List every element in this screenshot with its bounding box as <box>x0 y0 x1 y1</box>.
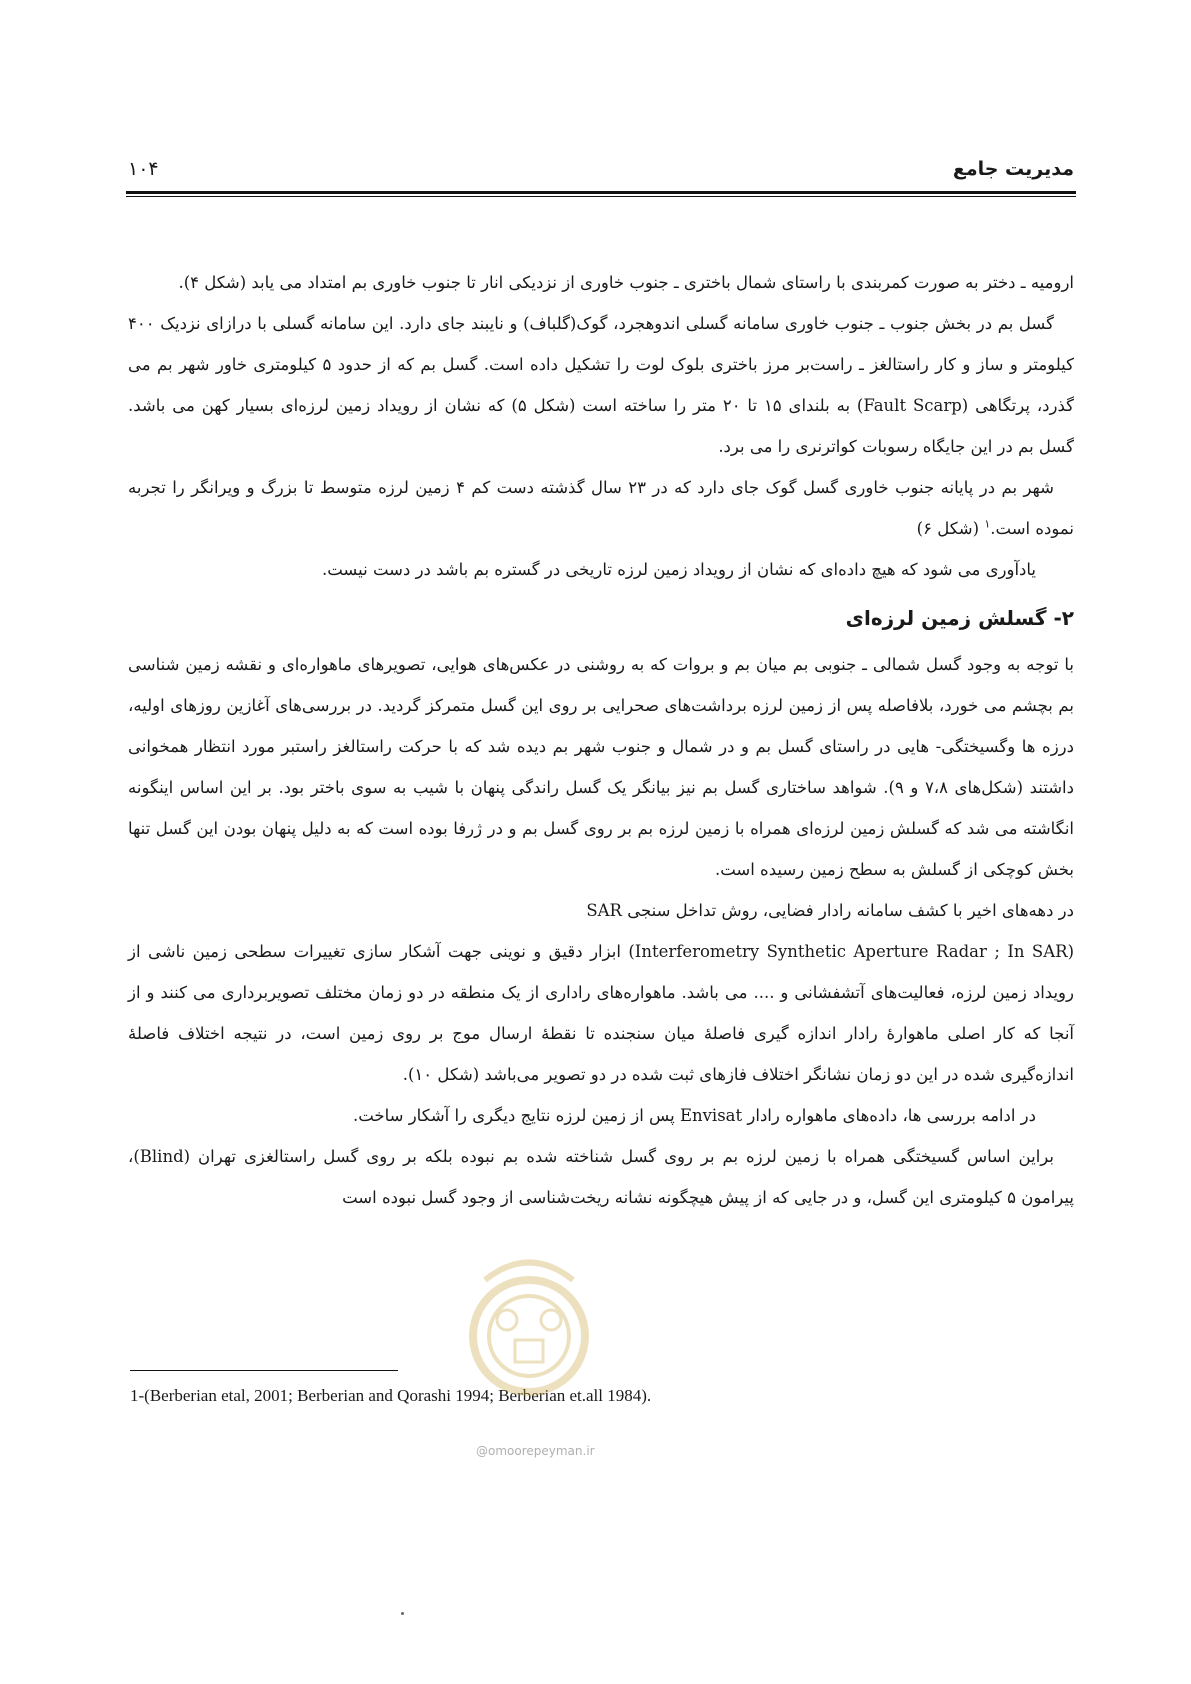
paragraph-3-text: شهر بم در پایانه جنوب خاوری گسل گوک جای دارد که در ۲۳ سال گذشته دست کم ۴ زمین لرزه متوسط تا بزرگ و ویرانگر را تجربه نموده است. <box>128 478 1074 538</box>
paragraph-6: در دهه‌های اخیر با کشف سامانه رادار فضایی، روش تداخل سنجی SAR <box>586 901 1074 920</box>
body-text <box>128 262 1074 1218</box>
footnote-marker: ۱ <box>984 517 991 531</box>
paragraph-3 <box>128 467 1074 549</box>
watermark-url: @omoorepeyman.ir <box>476 1444 595 1458</box>
paragraph-5: با توجه به وجود گسل شمالی ـ جنوبی بم میان بم و بروات که به روشنی در عکس‌های هوایی، تصویرهای ماهواره‌ای و نقشه زمین شناسی بم بچشم می خورد، بلافاصله پس از زمین لرزه برداشت‌های صحرایی بر روی این گسل متمرکز گردید. در بررسی‌های آغازین روزهای اولیه، درزه ها وگسیختگی‌- هایی در راستای گسل بم و در شمال و جنوب شهر بم دیده شد که با حرکت راستالغز راستبر مورد انتظار همخوانی داشتند (شکل‌های ۷،۸ و ۹). شواهد ساختاری گسل بم نیز بیانگر یک گسل راندگی پنهان با شیب به سوی باختر بود. بر این اساس اینگونه انگاشته می شد که گسلش زمین لرزه‌ای همراه با زمین لرزه بم بر روی گسل بم و در ژرفا بوده است که به دلیل پنهان بودن این گسل تنها بخش کوچکی از گسلش به سطح زمین رسیده است. <box>128 655 1074 879</box>
running-title: مدیریت جامع <box>952 158 1074 180</box>
footnote-rule <box>130 1370 398 1371</box>
watermark-emblem-icon <box>455 1240 603 1400</box>
paragraph-2: گسل بم در بخش جنوب ـ جنوب خاوری سامانه گسلی اندوهجرد، گوک(گلباف) و نایبند جای دارد. این سامانه گسلی با درازای نزدیک ۴۰۰ کیلومتر و ساز و کار راستالغز ـ راست‌بر مرز باختری بلوک لوت را تشکیل داده است. گسل بم که از حدود ۵ کیلومتری خاور شهر بم می گذرد، پرتگاهی (Fault Scarp) به بلندای ۱۵ تا ۲۰ متر را ساخته است (شکل ۵) که نشان از رویداد زمین لرزه‌ای بسیار کهن می باشد. گسل بم در این جایگاه رسوبات کواترنری را می برد. <box>128 314 1075 456</box>
paragraph-4: یادآوری می شود که هیچ داده‌ای که نشان از رویداد زمین لرزه تاریخی در گستره بم باشد در دست نیست. <box>321 560 1036 579</box>
paragraph-3-figure-ref: (شکل ۶) <box>916 519 980 538</box>
section-heading: ۲- گسلش زمین لرزه‌ای <box>845 606 1074 630</box>
paragraph-9: براین اساس گسیختگی همراه با زمین لرزه بم بر روی گسل شناخته شده بم نبوده بلکه بر روی گسل راستالغزی تهران (Blind)، پیرامون ۵ کیلومتری این گسل، و در جایی که از پیش هیچگونه نشانه ریخت‌شناسی از وجود گسل نبوده است <box>128 1147 1074 1207</box>
page-header <box>128 158 1074 188</box>
paragraph-7: (Interferometry Synthetic Aperture Radar ; In SAR) ابزار دقیق و نوینی جهت آشکار سازی تغییرات سطحی زمین ناشی از رویداد زمین لرزه، فعالیت‌های آتشفشانی و .... می باشد. ماهواره‌های راداری از یک منطقه در دو زمان مختلف تصویربرداری می کنند و از آنجا که کار اصلی ماهوارهٔ رادار اندازه گیری فاصلهٔ میان سنجنده تا نقطهٔ ارسال موج بر روی زمین است، در نتیجه اختلاف فاصلهٔ اندازه‌گیری شده در این دو زمان نشانگر اختلاف فازهای ثبت شده در دو تصویر می‌باشد (شکل ۱۰). <box>128 942 1074 1084</box>
page-number: ۱۰۴ <box>128 158 159 180</box>
header-rule-thin <box>126 196 1076 197</box>
paragraph-1: ارومیه ـ دختر به صورت کمربندی با راستای شمال باختری ـ جنوب خاوری از نزدیکی انار تا جنوب خاوری بم امتداد می یابد (شکل ۴). <box>178 273 1074 292</box>
footnote: 1-(Berberian etal, 2001; Berberian and Qorashi 1994; Berberian et.all 1984). <box>130 1386 652 1405</box>
header-rule <box>126 191 1076 194</box>
scan-speck <box>401 1612 404 1615</box>
paragraph-8: در ادامه بررسی ها، داده‌های ماهواره رادار Envisat پس از زمین لرزه نتایج دیگری را آشکار ساخت. <box>352 1106 1036 1125</box>
